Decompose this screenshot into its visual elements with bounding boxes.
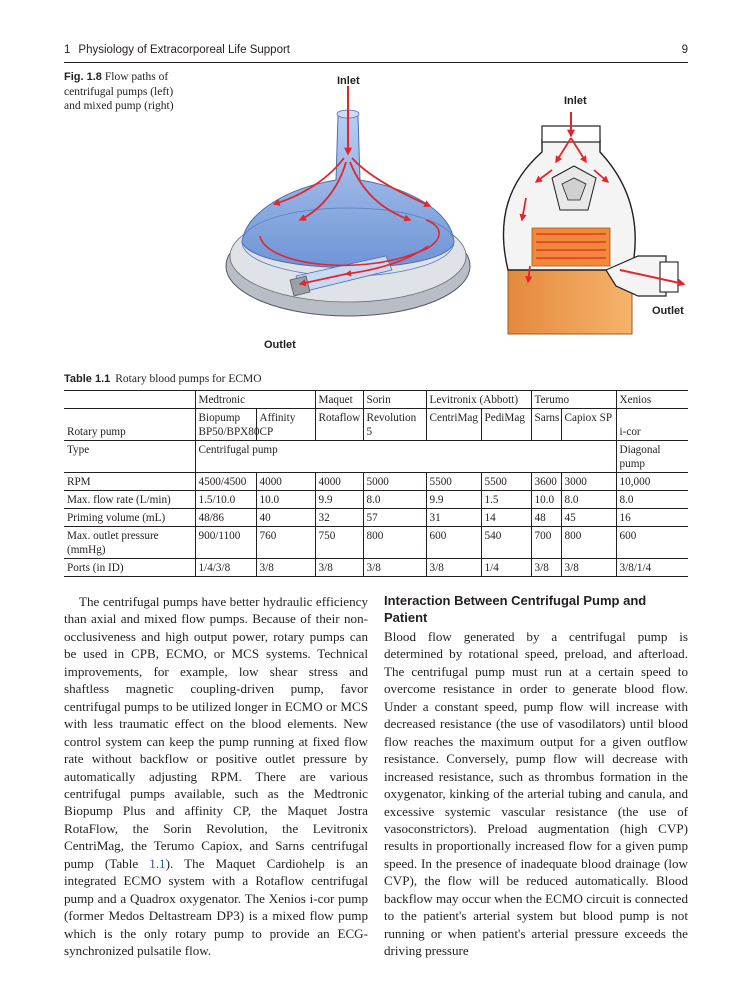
table-cell: 10,000 xyxy=(616,473,688,491)
table-reference-link[interactable]: 1.1 xyxy=(149,855,166,871)
table-cell: 9.9 xyxy=(315,491,363,509)
table-cell: 3/8 xyxy=(363,559,426,577)
table-cell: 3600 xyxy=(531,473,561,491)
centrifugal-pump-drawing xyxy=(226,86,470,316)
table-cell: 600 xyxy=(426,527,481,559)
table-cell: 1/4 xyxy=(481,559,531,577)
manufacturer-levitronix: Levitronix (Abbott) xyxy=(426,391,531,409)
table-row xyxy=(64,441,688,473)
pump-flow-figure xyxy=(196,70,696,360)
table-cell: 540 xyxy=(481,527,531,559)
table-cell: 3/8 xyxy=(426,559,481,577)
table-cell xyxy=(64,391,195,409)
table-cell: 8.0 xyxy=(363,491,426,509)
chapter-title: Physiology of Extracorporeal Life Support xyxy=(78,44,290,56)
pump-name: Biopump BP50/BPX80 xyxy=(195,409,256,441)
pump-name: Capiox SP xyxy=(561,409,616,441)
manufacturer-medtronic: Medtronic xyxy=(195,391,315,409)
figure-caption-text: Flow paths of centrifugal pumps (left) and mixed pump (right) xyxy=(64,71,174,112)
table-cell: 3/8 xyxy=(531,559,561,577)
table-label: Table 1.1 xyxy=(64,373,111,385)
right-inlet-label: Inlet xyxy=(564,95,587,107)
table-cell: 1.5 xyxy=(481,491,531,509)
chapter-number: 1 xyxy=(64,44,71,56)
table-cell: 5500 xyxy=(426,473,481,491)
table-cell: 750 xyxy=(315,527,363,559)
table-caption-text: Rotary blood pumps for ECMO xyxy=(115,373,262,385)
row-header: RPM xyxy=(64,473,195,491)
table-cell: 14 xyxy=(481,509,531,527)
figure-caption xyxy=(64,70,192,114)
paragraph-text: The centrifugal pumps have better hydraulic efficiency than axial and mixed flow pumps. Because of their non-occlusiveness and high output power, rotary pumps can be used in CPB, ECMO, or MCS systems. Technical improvements, for example, low shear stress and shaftless magnetic coupling-driven pump, favor centrifugal pumps to be utilized longer in ECMO or MCS with less traumatic effect on the blood elements. New control system can keep the pump running at fixed flow rate without backflow or positive outlet pressure by automatically adjusting RPM. There are various centrifugal pumps available, such as the Medtronic Biopump Plus and affinity CP, the Maquet Jostra RotaFlow, the Sorin Revolution, the Levitronix CentriMag, the Terumo Capiox, and Sarns centrifugal pump (Table xyxy=(64,594,368,871)
pump-name: Sarns xyxy=(531,409,561,441)
table-row xyxy=(64,559,688,577)
pump-name: i-cor xyxy=(616,409,688,441)
table-cell: 900/1100 xyxy=(195,527,256,559)
type-centrifugal: Centrifugal pump xyxy=(195,441,616,473)
table-cell: 4500/4500 xyxy=(195,473,256,491)
pump-name: Rotaflow xyxy=(315,409,363,441)
row-header: Max. flow rate (L/min) xyxy=(64,491,195,509)
row-header-type: Type xyxy=(64,441,195,473)
header-rule xyxy=(64,62,688,63)
type-diagonal: Diagonal pump xyxy=(616,441,688,473)
table-cell: 8.0 xyxy=(561,491,616,509)
mixed-pump-drawing xyxy=(503,112,684,334)
table-cell: 1/4/3/8 xyxy=(195,559,256,577)
table-cell: 600 xyxy=(616,527,688,559)
table-cell: 32 xyxy=(315,509,363,527)
manufacturer-sorin: Sorin xyxy=(363,391,426,409)
table-cell: 760 xyxy=(256,527,315,559)
table-cell: 3/8 xyxy=(256,559,315,577)
table-cell: 9.9 xyxy=(426,491,481,509)
body-left-column xyxy=(64,593,368,960)
table-cell: 3000 xyxy=(561,473,616,491)
manufacturer-xenios: Xenios xyxy=(616,391,688,409)
pump-name: PediMag xyxy=(481,409,531,441)
manufacturer-maquet: Maquet xyxy=(315,391,363,409)
table-cell: 48/86 xyxy=(195,509,256,527)
table-cell: 800 xyxy=(561,527,616,559)
table-cell: 800 xyxy=(363,527,426,559)
table-cell: 8.0 xyxy=(616,491,688,509)
pump-name: Affinity CP xyxy=(256,409,315,441)
table-cell: 5500 xyxy=(481,473,531,491)
manufacturer-terumo: Terumo xyxy=(531,391,616,409)
pump-name: CentriMag xyxy=(426,409,481,441)
table-row xyxy=(64,473,688,491)
row-header: Max. outlet pressure (mmHg) xyxy=(64,527,195,559)
table-row xyxy=(64,509,688,527)
table-cell: 1.5/10.0 xyxy=(195,491,256,509)
table-cell: 700 xyxy=(531,527,561,559)
table-cell: 3/8 xyxy=(315,559,363,577)
table-row xyxy=(64,409,688,441)
table-cell: 3/8 xyxy=(561,559,616,577)
page-number: 9 xyxy=(681,44,688,56)
left-outlet-label: Outlet xyxy=(264,339,296,351)
table-cell: 31 xyxy=(426,509,481,527)
running-head xyxy=(64,44,688,60)
table-cell: 40 xyxy=(256,509,315,527)
table-cell: 57 xyxy=(363,509,426,527)
paragraph-text: ). The Maquet Cardiohelp is an integrated ECMO system with a Rotaflow centrifugal pump and a Quadrox oxygenator. The Xenios i-cor pump (former Medos Deltastream DP3) is a mixed flow pump which is the only rotary pump to provide an ECG-synchronized pulsatile flow. xyxy=(64,855,369,959)
body-right-column xyxy=(384,593,688,960)
table-row xyxy=(64,527,688,559)
row-header: Priming volume (mL) xyxy=(64,509,195,527)
section-heading: Interaction Between Centrifugal Pump and Patient xyxy=(384,593,647,625)
table-cell: 10.0 xyxy=(531,491,561,509)
table-cell: 10.0 xyxy=(256,491,315,509)
table-cell: 16 xyxy=(616,509,688,527)
table-row xyxy=(64,391,688,409)
right-outlet-label: Outlet xyxy=(652,305,684,317)
rotary-pumps-table xyxy=(64,390,688,577)
chapter-heading xyxy=(64,44,290,56)
table-cell: 4000 xyxy=(256,473,315,491)
row-header-rotary-pump: Rotary pump xyxy=(64,409,195,441)
figure-label: Fig. 1.8 xyxy=(64,71,102,83)
left-inlet-label: Inlet xyxy=(337,75,360,87)
table-cell: 3/8/1/4 xyxy=(616,559,688,577)
row-header: Ports (in ID) xyxy=(64,559,195,577)
pump-flow-illustration xyxy=(196,70,696,360)
table-cell: 5000 xyxy=(363,473,426,491)
body-paragraph xyxy=(64,593,368,960)
table-cell: 4000 xyxy=(315,473,363,491)
body-paragraph: Blood flow generated by a centrifugal pump is determined by rotational speed, preload, and afterload. The centrifugal pump must run at a certain speed to overcome resistance in order to generate blood flow. Under a constant speed, pump flow will increase with decreased resistance (the use of vasodilators) until blood flow reaches the maximum output for a given outflow resistance. Conversely, pump flow will decrease with increased resistance, such as thrombus formation in the oxygenator, kinking of the arterial tubing and canula, and excessive systemic vascular resistance (the use of vasoconstrictors). Preload augmentation (high CVP) results in proportionally increased flow for a given pump speed. In the presence of inadequate blood drainage (low CVP), the flow will be reduced automatically. Blood backflow may occur when the ECMO circuit is connected to the patient's arterial system but blood pump is not running or when patient's arterial pressure exceeds the driving pressure xyxy=(384,629,688,959)
table-cell: 45 xyxy=(561,509,616,527)
table-cell: 48 xyxy=(531,509,561,527)
table-row xyxy=(64,491,688,509)
table-caption xyxy=(64,373,262,385)
pump-name: Revolution 5 xyxy=(363,409,426,441)
